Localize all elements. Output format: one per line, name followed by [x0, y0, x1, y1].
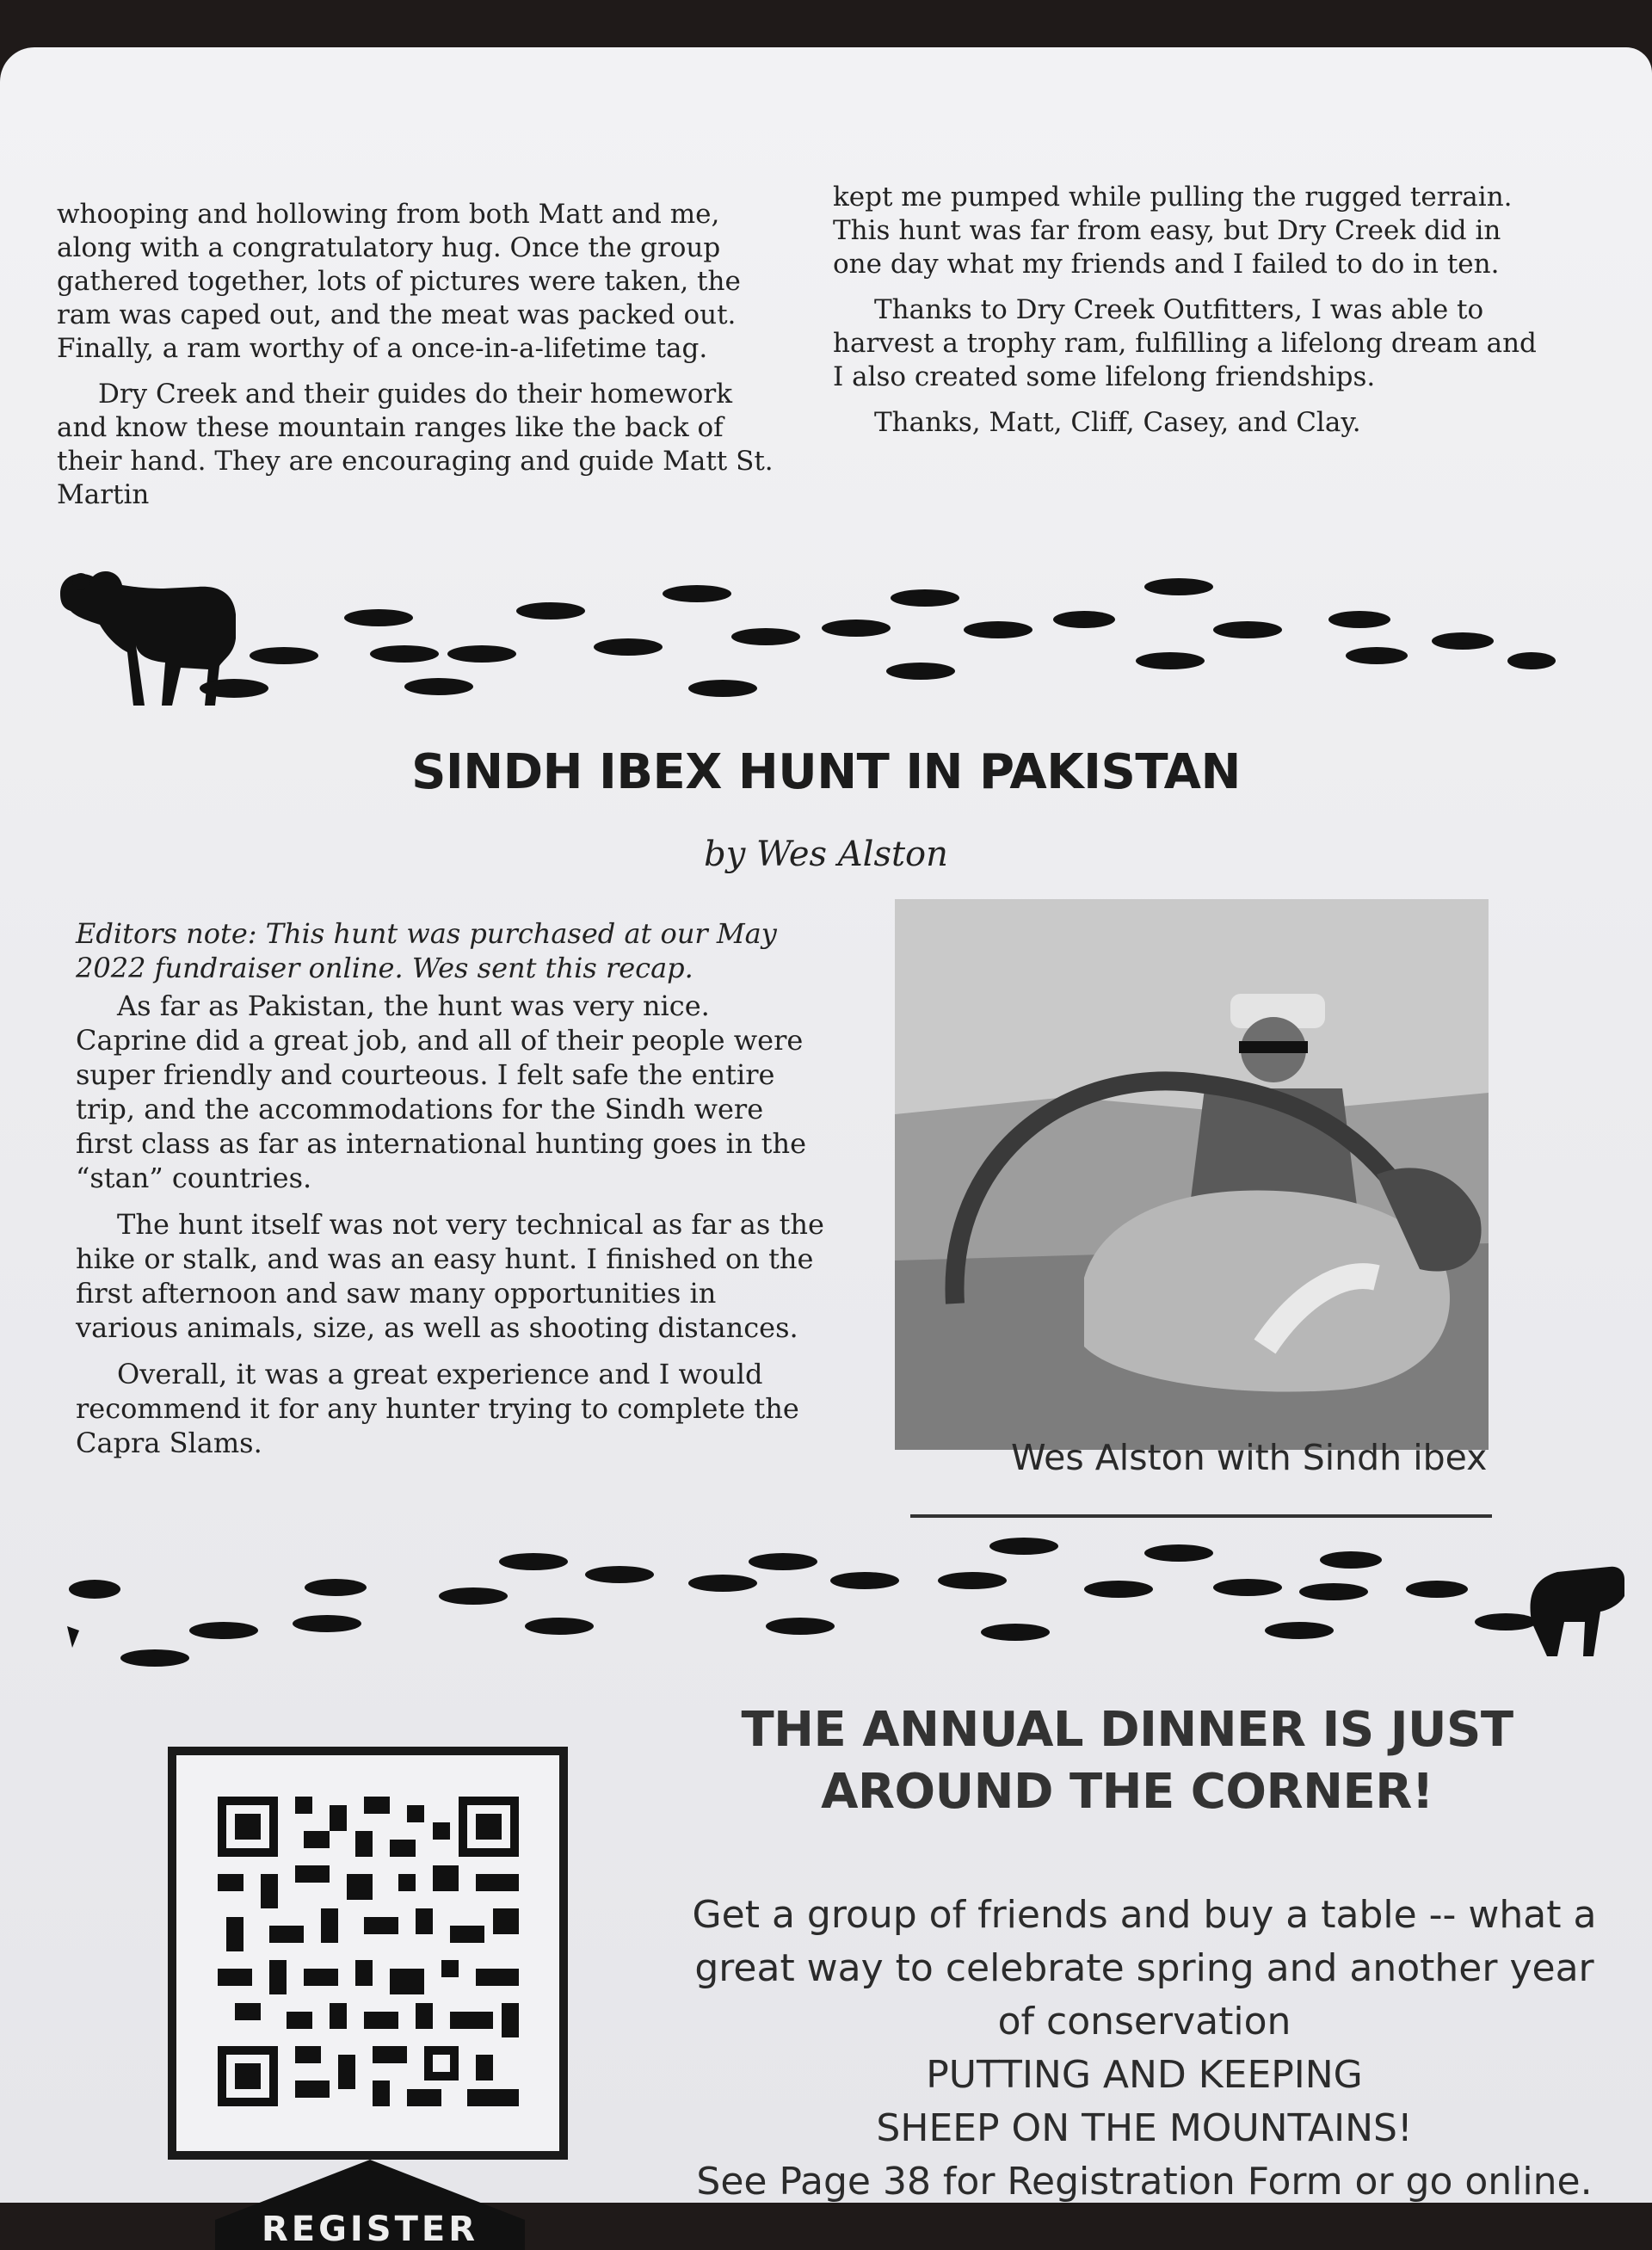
prev-article-left-column [57, 198, 788, 512]
register-label: REGISTER [261, 2210, 479, 2249]
article-title: SINDH IBEX HUNT IN PAKISTAN [411, 744, 1241, 800]
dinner-headline-line-1: THE ANNUAL DINNER IS JUST [741, 1702, 1513, 1758]
prev-article-paragraph: kept me pumped while pulling the rugged terrain. This hunt was far from easy, but Dry Creek did in one day what my friends and I failed to do in ten. [833, 182, 1513, 280]
prev-article-paragraph: whooping and hollowing from both Matt and me, along with a congratulatory hug. Once the group gathered together, lots of pictures were taken, the ram was caped out, and the meat was packed out. Finally, a ram worthy of a once-in-a-lifetime tag. [57, 199, 741, 364]
photo-illustration [895, 899, 1489, 1450]
hunter-with-ibex-photo [895, 899, 1489, 1450]
dinner-line-6[interactable]: See Page 38 for Registration Form or go online. [696, 2160, 1593, 2204]
hoofprint-trail-icon [200, 578, 1556, 698]
dinner-line-3: of conservation [997, 2000, 1291, 2043]
ram-track-trail-top [52, 525, 1575, 710]
photo-caption: Wes Alston with Sindh ibex [1011, 1437, 1488, 1478]
magazine-page [0, 47, 1652, 2249]
article-paragraph: Overall, it was a great experience and I would recommend it for any hunter trying to complete the Capra Slams. [76, 1358, 799, 1459]
qr-code-frame[interactable] [168, 1747, 568, 2160]
dinner-line-2: great way to celebrate spring and another year [694, 1946, 1594, 1990]
ram-track-trail-bottom [60, 1510, 1626, 1691]
article-byline: by Wes Alston [704, 835, 948, 874]
hoofprint-trail-icon [67, 1538, 1537, 1667]
prev-article-paragraph: Dry Creek and their guides do their homework and know these mountain ranges like the back of their hand. They are encouraging and guide Matt St. Martin [57, 379, 774, 510]
article-paragraph: The hunt itself was not very technical as far as the hike or stalk, and was an easy hunt. I finished on the first afternoon and saw many opportunities in various animals, size, as well as shooting distances. [76, 1208, 824, 1344]
article-body [76, 916, 824, 1460]
dinner-line-5: SHEEP ON THE MOUNTAINS! [876, 2106, 1413, 2150]
prev-article-right-column [833, 181, 1547, 440]
editors-note: Editors note: This hunt was purchased at our May 2022 fundraiser online. Wes sent this recap. [76, 917, 777, 984]
prev-article-paragraph: Thanks, Matt, Cliff, Casey, and Clay. [874, 407, 1361, 438]
article-paragraph: As far as Pakistan, the hunt was very nice. Caprine did a great job, and all of their people were super friendly and courteous. I felt safe the entire trip, and the accommodations for the Sindh were first class as far as international hunting goes in the “stan” countries. [76, 989, 807, 1194]
register-button[interactable] [215, 2160, 525, 2250]
qr-code-icon[interactable] [176, 1755, 559, 2151]
dinner-line-4: PUTTING AND KEEPING [926, 2053, 1363, 2097]
dinner-headline-line-2: AROUND THE CORNER! [821, 1764, 1433, 1820]
prev-article-paragraph: Thanks to Dry Creek Outfitters, I was able to harvest a trophy ram, fulfilling a lifelong dream and I also created some lifelong friendships. [833, 294, 1537, 392]
ram-silhouette-icon [1531, 1567, 1624, 1656]
dinner-line-1: Get a group of friends and buy a table -- what a [692, 1893, 1597, 1937]
